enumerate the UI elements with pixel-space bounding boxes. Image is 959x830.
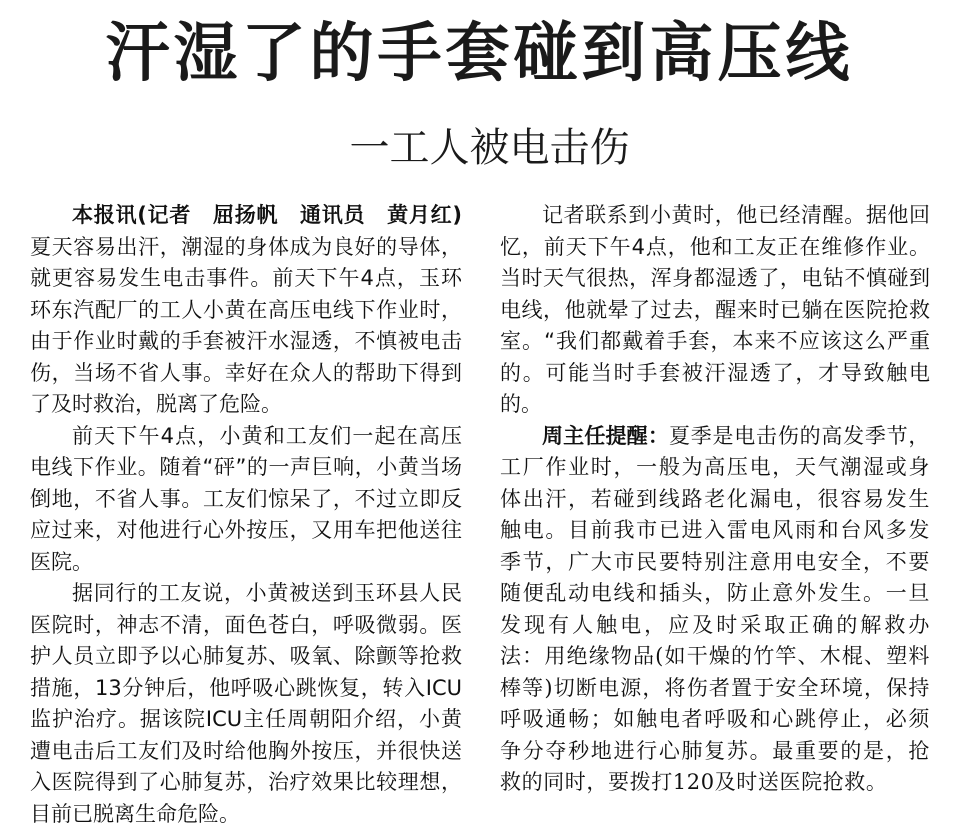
paragraph-tips: [500, 421, 930, 799]
tips-label: 周主任提醒：: [542, 423, 669, 448]
paragraph-lead-text: 夏天容易出汗，潮湿的身体成为良好的导体，就更容易发生电击事件。前天下午4点，玉环环东汽配厂的工人小黄在高压电线下作业时，由于作业时戴的手套被汗水湿透，不慎被电击伤，当场不省人事。幸好在众人的帮助下得到了及时救治，脱离了危险。: [30, 234, 462, 416]
paragraph-lead: [30, 200, 462, 421]
paragraph-2: 前天下午4点，小黄和工友们一起在高压电线下作业。随着“砰”的一声巨响，小黄当场倒地，不省人事。工友们惊呆了，不过立即反应过来，对他进行心外按压，又用车把他送往医院。: [30, 423, 462, 574]
byline: 本报讯(记者 屈扬帆 通讯员 黄月红): [72, 203, 462, 227]
article-subtitle: 一工人被电击伤: [349, 125, 630, 171]
article-headline: 汗湿了的手套碰到高压线: [105, 17, 854, 91]
left-column: [30, 200, 462, 830]
paragraph-3: 据同行的工友说，小黄被送到玉环县人民医院时，神志不清，面色苍白，呼吸微弱。医护人员立即予以心肺复苏、吸氧、除颤等抢救措施，13分钟后，他呼吸心跳恢复，转入ICU监护治疗。据该院ICU主任周朝阳介绍，小黄遭电击后工友们及时给他胸外按压，并很快送入医院得到了心肺复苏，治疗效果比较理想，目前已脱离生命危险。: [30, 581, 462, 826]
right-column: [500, 200, 930, 799]
tips-text: 夏季是电击伤的高发季节，工厂作业时，一般为高压电，天气潮湿或身体出汗，若碰到线路老化漏电，很容易发生触电。目前我市已进入雷电风雨和台风多发季节，广大市民要特别注意用电安全，不要随便乱动电线和插头，防止意外发生。一旦发现有人触电，应及时采取正确的解救办法：用绝缘物品(如干燥的竹竿、木棍、塑料棒等)切断电源，将伤者置于安全环境，保持呼吸通畅；如触电者呼吸和心跳停止，必须争分夺秒地进行心肺复苏。最重要的是，抢救的同时，要拨打120及时送医院抢救。: [500, 423, 931, 794]
paragraph-interview: 记者联系到小黄时，他已经清醒。据他回忆，前天下午4点，他和工友正在维修作业。当时天气很热，浑身都湿透了，电钻不慎碰到电线，他就晕了过去，醒来时已躺在医院抢救室。“我们都戴着手套，本来不应该这么严重的。可能当时手套被汗湿透了，才导致触电的。: [500, 203, 930, 416]
